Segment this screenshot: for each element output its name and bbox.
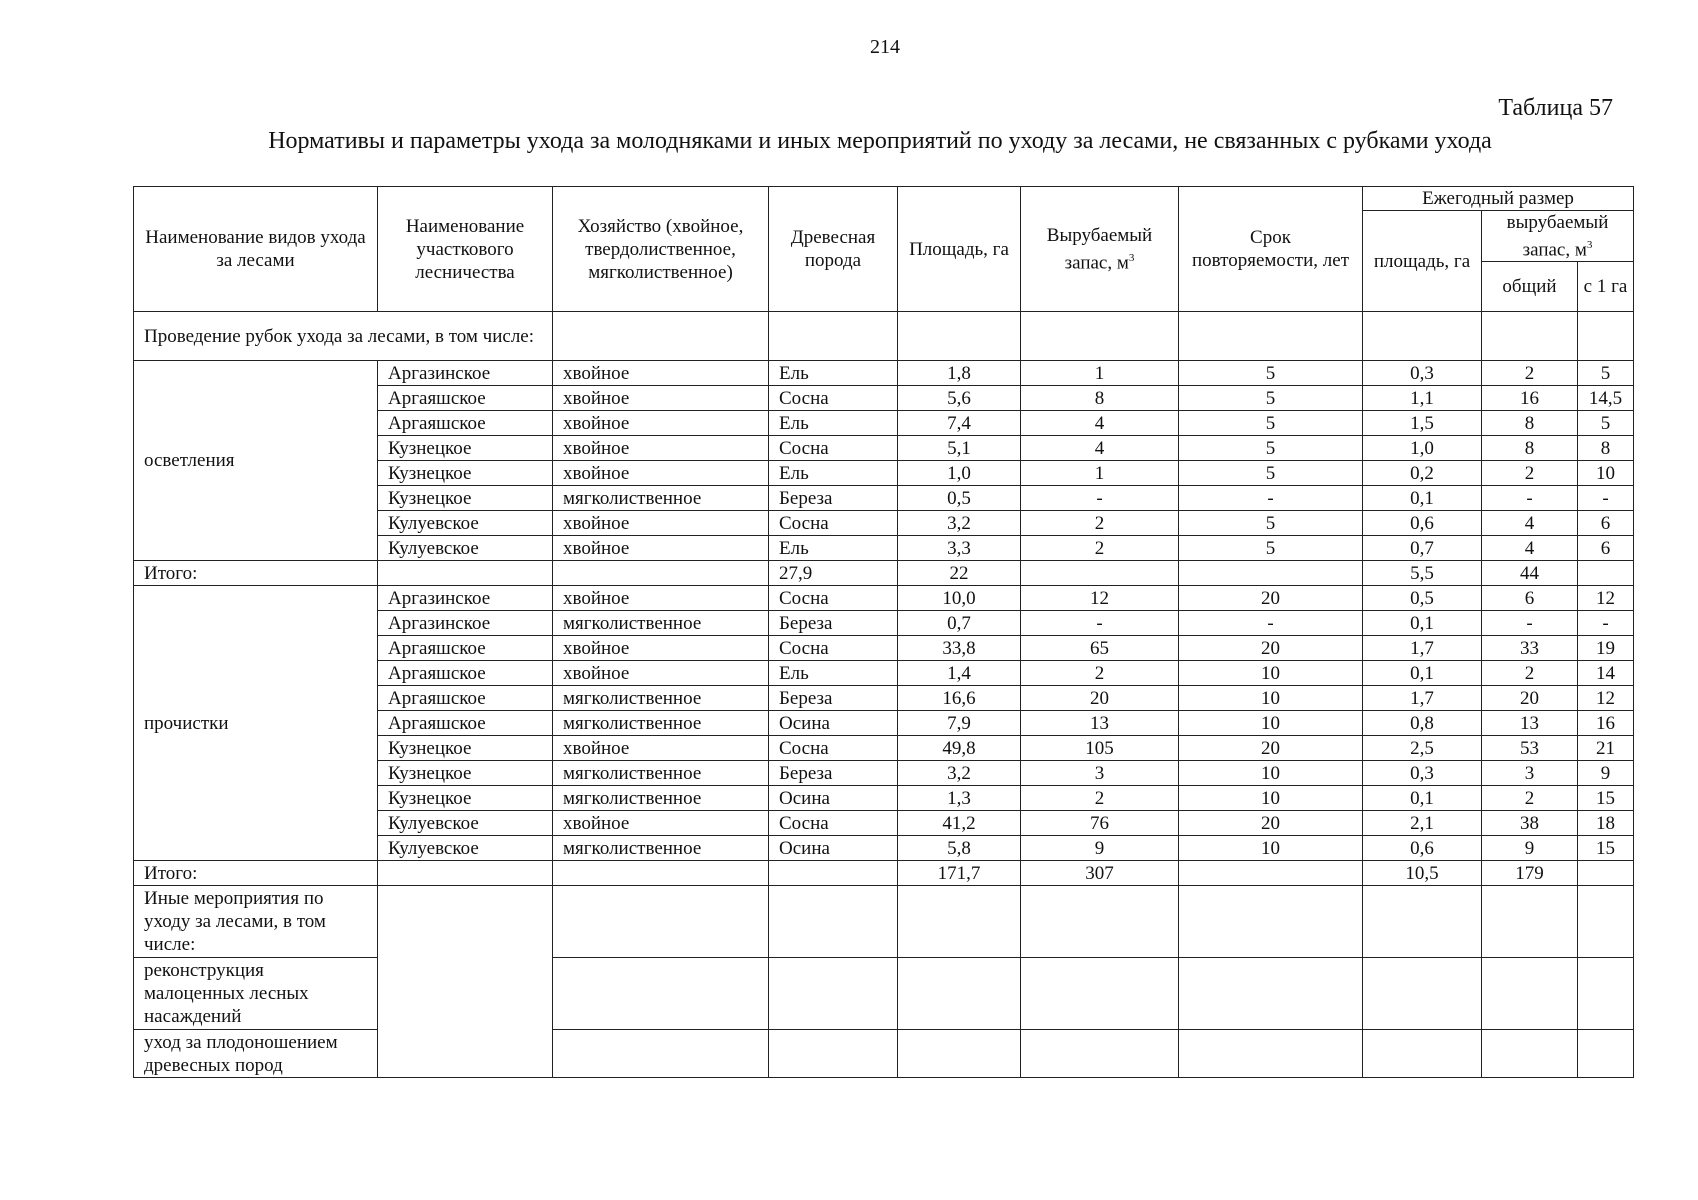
table-cell: 10 <box>1179 836 1363 861</box>
table-cell: 0,1 <box>1363 661 1482 686</box>
table-cell: 2 <box>1021 536 1179 561</box>
header-period: Срок повторяемости, лет <box>1179 187 1363 312</box>
table-cell: 8 <box>1578 436 1634 461</box>
table-cell: 5,6 <box>898 386 1021 411</box>
table-cell: 3,2 <box>898 511 1021 536</box>
header-area: Площадь, га <box>898 187 1021 312</box>
total-cell: 179 <box>1482 861 1578 886</box>
table-cell: Аргаяшское <box>378 636 553 661</box>
table-cell: - <box>1179 486 1363 511</box>
table-cell: 38 <box>1482 811 1578 836</box>
table-cell: Аргазинское <box>378 611 553 636</box>
table-cell: Ель <box>769 461 898 486</box>
table-cell: мягколиственное <box>553 836 769 861</box>
table-cell: 33 <box>1482 636 1578 661</box>
table-cell: Сосна <box>769 511 898 536</box>
table-cell: 5 <box>1578 361 1634 386</box>
table-cell: Сосна <box>769 386 898 411</box>
table-caption: Таблица 57 <box>1498 95 1613 121</box>
table-cell: 7,9 <box>898 711 1021 736</box>
header-stock: Вырубаемый запас, $м^3$ <box>1021 187 1179 312</box>
table-cell: Кулуевское <box>378 811 553 836</box>
total-cell: 171,7 <box>898 861 1021 886</box>
table-cell: 2 <box>1021 661 1179 686</box>
header-annual-stock: вырубаемый запас, $м^3$ <box>1482 211 1634 262</box>
total-label: Итого: <box>134 861 378 886</box>
table-cell: 2 <box>1482 786 1578 811</box>
table-cell: - <box>1578 486 1634 511</box>
table-cell: Аргазинское <box>378 361 553 386</box>
total-cell <box>1021 561 1179 586</box>
table-cell: мягколиственное <box>553 761 769 786</box>
table-cell: 4 <box>1021 436 1179 461</box>
table-cell: 1,5 <box>1363 411 1482 436</box>
header-species: Древесная порода <box>769 187 898 312</box>
table-cell: Кузнецкое <box>378 786 553 811</box>
table-cell: 2 <box>1482 461 1578 486</box>
table-cell: Береза <box>769 686 898 711</box>
table-cell: Аргаяшское <box>378 386 553 411</box>
table-cell: Сосна <box>769 436 898 461</box>
table-cell: 6 <box>1482 586 1578 611</box>
table-cell: 1,1 <box>1363 386 1482 411</box>
table-cell: Аргаяшское <box>378 686 553 711</box>
table-cell: Ель <box>769 361 898 386</box>
table-cell: Сосна <box>769 636 898 661</box>
total-cell <box>378 561 553 586</box>
group-name: осветления <box>134 361 378 561</box>
table-cell: Ель <box>769 661 898 686</box>
table-cell: хвойное <box>553 661 769 686</box>
table-cell: 5 <box>1578 411 1634 436</box>
total-row <box>134 561 1634 586</box>
table-cell: Береза <box>769 761 898 786</box>
table-cell: 0,8 <box>1363 711 1482 736</box>
table-cell: 0,5 <box>898 486 1021 511</box>
header-annual: Ежегодный размер <box>1363 187 1634 211</box>
table-cell: 0,3 <box>1363 761 1482 786</box>
table-cell: 0,3 <box>1363 361 1482 386</box>
table-cell: 13 <box>1482 711 1578 736</box>
table-cell: Кузнецкое <box>378 736 553 761</box>
table-cell: 9 <box>1578 761 1634 786</box>
total-cell <box>769 861 898 886</box>
table-row <box>134 586 1634 611</box>
table-cell: 0,1 <box>1363 486 1482 511</box>
table-cell: 1,7 <box>1363 636 1482 661</box>
table-cell: 5 <box>1179 536 1363 561</box>
total-cell <box>1578 561 1634 586</box>
total-cell <box>1179 861 1363 886</box>
table-cell: 14,5 <box>1578 386 1634 411</box>
table-cell: 1,3 <box>898 786 1021 811</box>
table-cell: 0,1 <box>1363 611 1482 636</box>
table-cell: Береза <box>769 486 898 511</box>
table-cell: хвойное <box>553 511 769 536</box>
table-cell: 4 <box>1482 511 1578 536</box>
header-annual-per-ha: с 1 га <box>1578 262 1634 312</box>
other-intro: Иные мероприятия по уходу за лесами, в том числе: <box>134 886 378 958</box>
table-cell: - <box>1482 486 1578 511</box>
table-cell: 3 <box>1482 761 1578 786</box>
table-cell: 53 <box>1482 736 1578 761</box>
table-cell: 5,1 <box>898 436 1021 461</box>
table-cell: хвойное <box>553 811 769 836</box>
table-cell: 1,7 <box>1363 686 1482 711</box>
table-cell: 10 <box>1179 761 1363 786</box>
table-cell: Береза <box>769 611 898 636</box>
table-cell: хвойное <box>553 411 769 436</box>
table-cell: - <box>1021 486 1179 511</box>
table-cell: хвойное <box>553 586 769 611</box>
page-number: 214 <box>870 36 900 58</box>
table-cell: хвойное <box>553 636 769 661</box>
table-cell: хвойное <box>553 736 769 761</box>
header-annual-area: площадь, га <box>1363 211 1482 312</box>
table-cell: - <box>1021 611 1179 636</box>
table-cell: Осина <box>769 711 898 736</box>
table-cell: 2,5 <box>1363 736 1482 761</box>
table-cell: Аргазинское <box>378 586 553 611</box>
forest-care-table <box>133 186 1634 1078</box>
table-cell: 5,8 <box>898 836 1021 861</box>
table-cell: 1,0 <box>898 461 1021 486</box>
table-cell: Сосна <box>769 586 898 611</box>
table-cell: 1,4 <box>898 661 1021 686</box>
table-cell: 3 <box>1021 761 1179 786</box>
table-cell: 14 <box>1578 661 1634 686</box>
table-cell: 9 <box>1021 836 1179 861</box>
groups-body <box>134 361 1634 886</box>
table-cell: хвойное <box>553 361 769 386</box>
table-cell: 2 <box>1482 361 1578 386</box>
table-cell: хвойное <box>553 386 769 411</box>
table-cell: 4 <box>1021 411 1179 436</box>
table-cell: 6 <box>1578 536 1634 561</box>
table-cell: 12 <box>1578 686 1634 711</box>
total-cell <box>378 861 553 886</box>
table-title: Нормативы и параметры ухода за молодняками и иных мероприятий по уходу за лесами, не связанных с рубками ухода <box>268 128 1492 154</box>
table-cell: 20 <box>1179 586 1363 611</box>
header-district: Наименование участкового лесничества <box>378 187 553 312</box>
table-cell: Ель <box>769 411 898 436</box>
table-cell: Осина <box>769 786 898 811</box>
total-cell: 5,5 <box>1363 561 1482 586</box>
total-cell: 22 <box>898 561 1021 586</box>
table-cell: Ель <box>769 536 898 561</box>
table-cell: мягколиственное <box>553 486 769 511</box>
header-economy: Хозяйство (хвойное, твердолиственное, мягколиственное) <box>553 187 769 312</box>
table-cell: Кузнецкое <box>378 486 553 511</box>
table-cell: мягколиственное <box>553 711 769 736</box>
table-cell: Кузнецкое <box>378 436 553 461</box>
table-cell: 15 <box>1578 786 1634 811</box>
table-cell: 13 <box>1021 711 1179 736</box>
table-cell: 2,1 <box>1363 811 1482 836</box>
table-cell: 19 <box>1578 636 1634 661</box>
table-cell: 20 <box>1179 636 1363 661</box>
table-cell: 20 <box>1179 811 1363 836</box>
section-intro: Проведение рубок ухода за лесами, в том числе: <box>134 312 553 361</box>
table-cell: хвойное <box>553 461 769 486</box>
table-cell: 76 <box>1021 811 1179 836</box>
other-item-fruiting: уход за плодоношением древесных пород <box>134 1030 378 1078</box>
table-cell: 16 <box>1578 711 1634 736</box>
table-cell: 33,8 <box>898 636 1021 661</box>
table-cell: Аргаяшское <box>378 411 553 436</box>
table-cell: Кузнецкое <box>378 461 553 486</box>
table-cell: 1 <box>1021 461 1179 486</box>
table-cell: 21 <box>1578 736 1634 761</box>
total-cell <box>1578 861 1634 886</box>
total-cell <box>553 561 769 586</box>
table-cell: 7,4 <box>898 411 1021 436</box>
table-cell: Кузнецкое <box>378 761 553 786</box>
table-cell: 20 <box>1179 736 1363 761</box>
table-cell: 10 <box>1578 461 1634 486</box>
table-cell: 8 <box>1482 436 1578 461</box>
header-annual-total: общий <box>1482 262 1578 312</box>
table-cell: Аргаяшское <box>378 711 553 736</box>
total-cell <box>1179 561 1363 586</box>
header-kind: Наименование видов ухода за лесами <box>134 187 378 312</box>
table-cell: 2 <box>1482 661 1578 686</box>
table-cell: - <box>1482 611 1578 636</box>
table-cell: Кулуевское <box>378 511 553 536</box>
table-cell: 1,0 <box>1363 436 1482 461</box>
table-cell: 3,3 <box>898 536 1021 561</box>
table-cell: 49,8 <box>898 736 1021 761</box>
table-cell: Кулуевское <box>378 536 553 561</box>
table-cell: Аргаяшское <box>378 661 553 686</box>
table-cell: мягколиственное <box>553 686 769 711</box>
table-cell: 5 <box>1179 436 1363 461</box>
total-cell: 10,5 <box>1363 861 1482 886</box>
table-cell: Осина <box>769 836 898 861</box>
table-cell: 0,6 <box>1363 836 1482 861</box>
table-cell: 0,5 <box>1363 586 1482 611</box>
table-cell: 10 <box>1179 711 1363 736</box>
group-name: прочистки <box>134 586 378 861</box>
table-cell: 0,6 <box>1363 511 1482 536</box>
table-cell: - <box>1578 611 1634 636</box>
table-cell: 5 <box>1179 511 1363 536</box>
table-cell: - <box>1179 611 1363 636</box>
table-cell: 8 <box>1021 386 1179 411</box>
table-cell: 16,6 <box>898 686 1021 711</box>
table-cell: 0,7 <box>1363 536 1482 561</box>
table-cell: 4 <box>1482 536 1578 561</box>
total-cell: 307 <box>1021 861 1179 886</box>
table-row <box>134 361 1634 386</box>
total-cell <box>553 861 769 886</box>
table-cell: 20 <box>1482 686 1578 711</box>
table-cell: 1,8 <box>898 361 1021 386</box>
other-item-reconstruction: реконструкция малоценных лесных насаждений <box>134 958 378 1030</box>
table-cell: 1 <box>1021 361 1179 386</box>
table-cell: Сосна <box>769 811 898 836</box>
table-cell: хвойное <box>553 436 769 461</box>
table-cell: мягколиственное <box>553 786 769 811</box>
table-cell: 5 <box>1179 411 1363 436</box>
table-cell: 8 <box>1482 411 1578 436</box>
table-cell: 16 <box>1482 386 1578 411</box>
table-cell: 41,2 <box>898 811 1021 836</box>
table-cell: 18 <box>1578 811 1634 836</box>
table-cell: 105 <box>1021 736 1179 761</box>
table-cell: Кулуевское <box>378 836 553 861</box>
table-cell: 12 <box>1021 586 1179 611</box>
table-cell: 10 <box>1179 661 1363 686</box>
table-cell: 65 <box>1021 636 1179 661</box>
table-cell: 0,1 <box>1363 786 1482 811</box>
table-cell: 3,2 <box>898 761 1021 786</box>
table-cell: 10 <box>1179 686 1363 711</box>
table-cell: 10 <box>1179 786 1363 811</box>
table-cell: Сосна <box>769 736 898 761</box>
table-cell: 0,2 <box>1363 461 1482 486</box>
total-cell: 27,9 <box>769 561 898 586</box>
table-cell: 15 <box>1578 836 1634 861</box>
table-cell: 5 <box>1179 386 1363 411</box>
total-row <box>134 861 1634 886</box>
table-cell: 6 <box>1578 511 1634 536</box>
table-cell: 5 <box>1179 461 1363 486</box>
table-cell: мягколиственное <box>553 611 769 636</box>
total-cell: 44 <box>1482 561 1578 586</box>
table-cell: 2 <box>1021 786 1179 811</box>
total-label: Итого: <box>134 561 378 586</box>
table-cell: 2 <box>1021 511 1179 536</box>
table-cell: 10,0 <box>898 586 1021 611</box>
table-cell: 9 <box>1482 836 1578 861</box>
table-cell: хвойное <box>553 536 769 561</box>
table-cell: 12 <box>1578 586 1634 611</box>
table-cell: 20 <box>1021 686 1179 711</box>
table-cell: 0,7 <box>898 611 1021 636</box>
table-cell: 5 <box>1179 361 1363 386</box>
